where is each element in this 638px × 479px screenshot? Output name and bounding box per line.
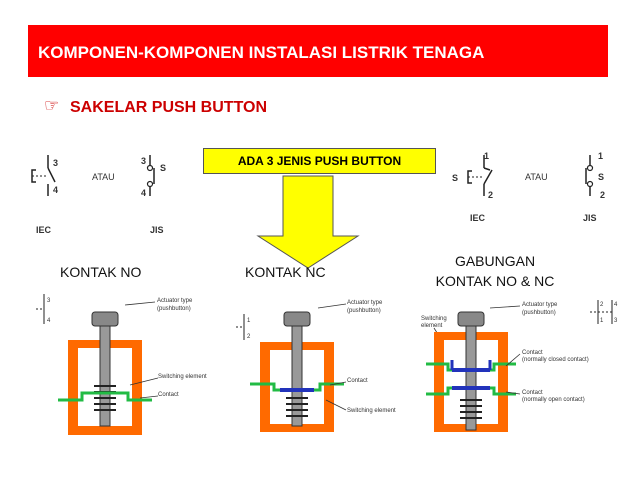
- iec-label: IEC: [470, 213, 486, 223]
- callout-box: ADA 3 JENIS PUSH BUTTON: [203, 148, 436, 174]
- terminal-label: 2: [488, 190, 494, 200]
- caption-gabungan-line1: GABUNGAN: [454, 253, 536, 269]
- panel-gabungan: [420, 290, 630, 450]
- terminal-label: 2: [600, 190, 606, 200]
- label-pushbutton: (pushbutton): [157, 306, 191, 312]
- terminal-label: 4: [47, 318, 51, 324]
- terminal-label: 4: [614, 302, 618, 308]
- terminal-label: 3: [141, 156, 147, 166]
- label-contact-nc: Contact: [522, 350, 543, 356]
- label-actuator: Actuator type: [522, 302, 558, 308]
- label-switching: Switching element: [347, 408, 396, 414]
- label-contact: Contact: [347, 378, 368, 384]
- terminal-label: 3: [614, 318, 618, 324]
- pushbutton-no-illustration: [30, 290, 210, 450]
- section-subtitle: SAKELAR PUSH BUTTON: [70, 99, 268, 116]
- atau-label: ATAU: [525, 172, 548, 182]
- terminal-label: 2: [600, 302, 604, 308]
- label-pushbutton: (pushbutton): [347, 308, 381, 314]
- pushbutton-nc-illustration: [230, 290, 420, 450]
- pushbutton-combined-illustration: [420, 290, 630, 450]
- label-switching: Switching: [421, 316, 447, 322]
- panel-kontak-nc: [230, 290, 420, 450]
- label-switching: Switching element: [158, 374, 207, 380]
- atau-label: ATAU: [92, 172, 115, 182]
- terminal-label: 1: [247, 318, 251, 324]
- label-actuator: Actuator type: [347, 300, 383, 306]
- pointing-hand-icon: ☞: [44, 96, 60, 115]
- page-title: KOMPONEN-KOMPONEN INSTALASI LISTRIK TENAGA: [38, 43, 485, 62]
- terminal-label: 3: [53, 158, 59, 168]
- panel-kontak-no: [30, 290, 210, 450]
- label-actuator: Actuator type: [157, 298, 193, 304]
- terminal-label: 1: [484, 151, 490, 161]
- terminal-label: 4: [53, 185, 59, 195]
- s-letter: S: [452, 173, 459, 183]
- iec-label: IEC: [36, 225, 52, 235]
- jis-label: JIS: [583, 213, 597, 223]
- terminal-label: 1: [600, 318, 604, 324]
- label-contact: Contact: [158, 392, 179, 398]
- label-contact-no: Contact: [522, 390, 543, 396]
- terminal-label: 2: [247, 334, 251, 340]
- jis-label: JIS: [150, 225, 164, 235]
- caption-kontak-nc: KONTAK NC: [245, 264, 326, 280]
- label-normally-closed: (normally closed contact): [522, 357, 589, 363]
- terminal-label: 1: [598, 151, 604, 161]
- label-normally-open: (normally open contact): [522, 397, 585, 403]
- s-letter: S: [160, 163, 167, 173]
- caption-kontak-no: KONTAK NO: [60, 264, 142, 280]
- terminal-label: 4: [141, 188, 147, 198]
- terminal-label: 3: [47, 298, 51, 304]
- caption-gabungan-line2: KONTAK NO & NC: [435, 273, 555, 289]
- s-letter: S: [598, 172, 605, 182]
- label-pushbutton: (pushbutton): [522, 310, 556, 316]
- label-element: element: [421, 323, 443, 329]
